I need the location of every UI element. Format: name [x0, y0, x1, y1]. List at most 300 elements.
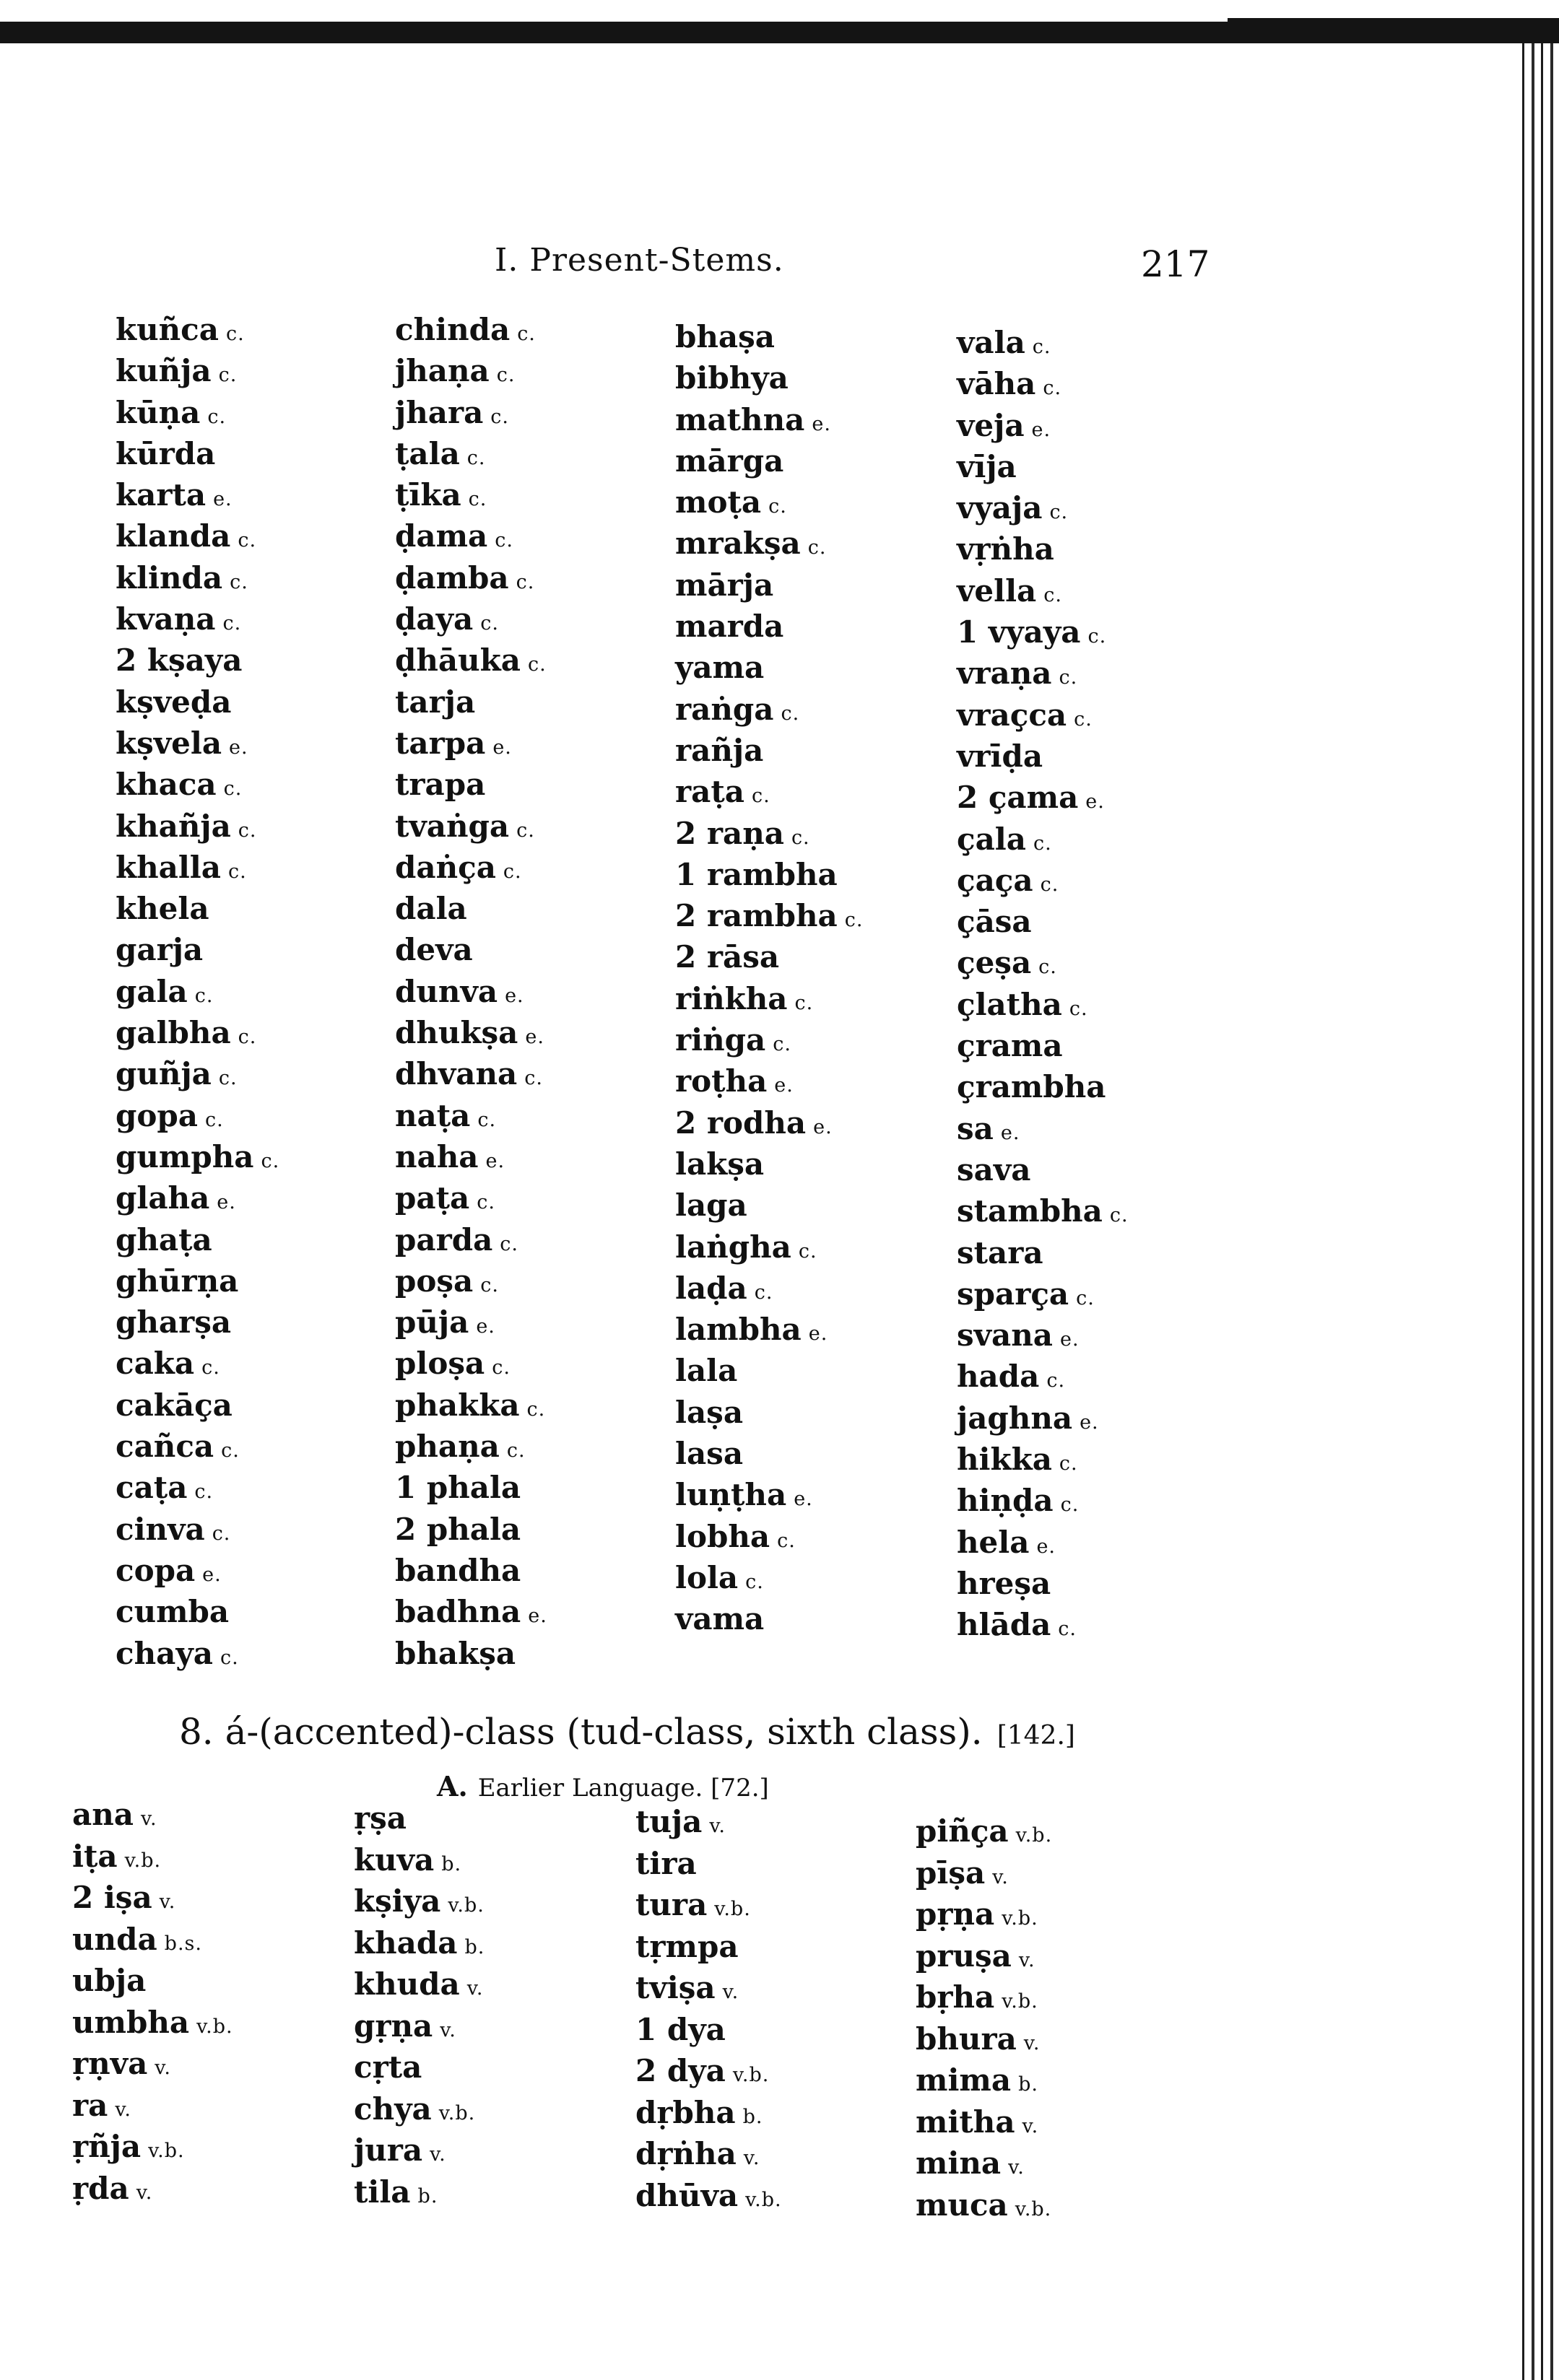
- word-entry: [675, 1309, 863, 1350]
- entry-source-mark: c.: [751, 785, 770, 808]
- entry-word: khela: [116, 891, 209, 927]
- entry-source-mark: e.: [202, 1563, 222, 1586]
- entry-word: dṛṅha: [635, 2136, 737, 2171]
- entry-word: khuda: [354, 1966, 460, 2002]
- word-entry: [957, 1604, 1129, 1645]
- entry-word: vraçca: [957, 697, 1067, 733]
- entry-source-mark: c.: [225, 323, 245, 345]
- entry-word: dṛbha: [635, 2094, 736, 2130]
- entry-source-mark: c.: [777, 1529, 796, 1552]
- entry-source-mark: c.: [773, 1033, 791, 1056]
- entry-word: roṭha: [675, 1063, 768, 1099]
- word-entry: [957, 363, 1129, 404]
- word-entry: [957, 1108, 1129, 1149]
- entry-word: ṭīka: [395, 477, 461, 513]
- entry-word: ḍaya: [395, 601, 474, 637]
- entry-source-mark: v.: [155, 2057, 171, 2079]
- word-entry: [395, 433, 547, 474]
- word-entry: [957, 901, 1129, 942]
- entry-word: laṣa: [675, 1394, 744, 1430]
- entry-word: tarpa: [395, 725, 486, 761]
- word-entry: [395, 598, 547, 640]
- entry-word: vīja: [957, 448, 1017, 484]
- entry-word: caṭa: [116, 1470, 188, 1506]
- word-entry: [957, 1439, 1129, 1480]
- entry-source-mark: c.: [506, 1439, 526, 1463]
- word-entry: [957, 1066, 1129, 1107]
- entry-word: bhura: [916, 2021, 1017, 2057]
- entry-source-mark: v.b.: [148, 2140, 185, 2162]
- entry-source-mark: c.: [204, 1108, 224, 1131]
- scan-edge-top-corner: [1228, 18, 1559, 29]
- entry-word: iṭa: [72, 1838, 118, 1874]
- entry-word: moṭa: [675, 484, 762, 520]
- word-entry: [635, 1843, 782, 1885]
- word-entry: [116, 350, 279, 391]
- word-entry: [957, 694, 1129, 736]
- word-entry: [675, 813, 863, 854]
- entry-source-mark: v.b.: [1015, 2197, 1052, 2220]
- entry-source-mark: c.: [468, 488, 487, 511]
- entry-word: naṭa: [395, 1097, 471, 1133]
- word-entry: [72, 1877, 233, 1919]
- entry-word: kūṇa: [116, 394, 201, 430]
- entry-source-mark: c.: [492, 1356, 511, 1379]
- entry-source-mark: c.: [1060, 1494, 1080, 1517]
- entry-source-mark: b.s.: [164, 1932, 202, 1955]
- entry-word: vṛṅha: [957, 531, 1054, 567]
- entry-word: tura: [635, 1887, 708, 1922]
- entry-word: khaca: [116, 767, 217, 803]
- entry-word: vella: [957, 572, 1037, 609]
- word-entry: [675, 1226, 863, 1268]
- word-entry: [675, 606, 863, 647]
- word-entry: [675, 1019, 863, 1060]
- entry-source-mark: v.: [709, 1815, 726, 1837]
- entry-source-mark: v.: [466, 1977, 484, 2000]
- entry-source-mark: c.: [1040, 873, 1059, 896]
- entry-word: gṛṇa: [354, 2008, 433, 2044]
- entry-word: bhaṣa: [675, 319, 775, 354]
- entry-word: poṣa: [395, 1263, 474, 1299]
- entry-source-mark: e.: [213, 488, 233, 511]
- entry-word: ghūrṇa: [116, 1263, 239, 1299]
- word-entry: [675, 936, 863, 977]
- bottom-column-2: [354, 1797, 485, 2213]
- entry-word: pruṣa: [916, 1937, 1012, 1974]
- entry-source-mark: c.: [238, 819, 257, 842]
- entry-word: tvaṅga: [395, 808, 510, 844]
- entry-source-mark: c.: [1046, 1369, 1066, 1392]
- word-entry: [354, 1963, 485, 2005]
- word-entry: [916, 1935, 1052, 1977]
- word-entry: [395, 888, 547, 929]
- word-entry: [957, 1563, 1129, 1604]
- entry-word: pṛṇa: [916, 1896, 995, 1932]
- word-entry: [916, 1852, 1052, 1894]
- word-entry: [675, 1185, 863, 1226]
- entry-word: muca: [916, 2187, 1008, 2223]
- page-number: 217: [1141, 243, 1210, 285]
- entry-word: galbha: [116, 1015, 231, 1051]
- entry-word: mina: [916, 2145, 1002, 2181]
- entry-word: khada: [354, 1925, 458, 1961]
- entry-word: kṣvela: [116, 725, 222, 761]
- entry-word: ṛda: [72, 2170, 129, 2206]
- word-entry: [116, 1219, 279, 1260]
- entry-word: 2 iṣa: [72, 1880, 152, 1915]
- entry-source-mark: e.: [774, 1074, 794, 1097]
- scan-binding-shadow: [1516, 43, 1559, 2380]
- entry-source-mark: v.b.: [745, 2188, 782, 2211]
- word-entry: [675, 1102, 863, 1143]
- word-entry: [72, 1960, 233, 2002]
- entry-word: phaṇa: [395, 1429, 500, 1465]
- entry-source-mark: c.: [745, 1570, 764, 1593]
- entry-word: klinda: [116, 559, 223, 596]
- entry-source-mark: e.: [1000, 1121, 1020, 1144]
- word-entry: [635, 1801, 782, 1843]
- word-entry: [957, 446, 1129, 487]
- entry-word: laṅgha: [675, 1229, 791, 1265]
- word-entry: [116, 1467, 279, 1508]
- word-entry: [675, 1598, 863, 1639]
- word-entry: [675, 565, 863, 606]
- word-entry: [72, 1794, 233, 1836]
- entry-word: vāha: [957, 366, 1036, 402]
- entry-word: kṣiya: [354, 1883, 441, 1919]
- entry-source-mark: v.b.: [124, 1849, 162, 1872]
- entry-word: 2 rāsa: [675, 939, 780, 975]
- word-entry: [957, 1398, 1129, 1439]
- entry-source-mark: c.: [781, 702, 800, 725]
- word-entry: [957, 1025, 1129, 1066]
- entry-source-mark: e.: [808, 1322, 828, 1346]
- entry-word: çrama: [957, 1028, 1063, 1064]
- entry-word: veja: [957, 407, 1025, 443]
- entry-word: naha: [395, 1138, 479, 1174]
- word-entry: [957, 1190, 1129, 1232]
- entry-source-mark: c.: [207, 405, 227, 428]
- word-entry: [675, 689, 863, 730]
- word-entry: [675, 978, 863, 1019]
- word-entry: [675, 357, 863, 398]
- entry-source-mark: c.: [503, 860, 522, 883]
- word-entry: [675, 1143, 863, 1185]
- word-entry: [116, 723, 279, 764]
- entry-source-mark: v.: [1008, 2156, 1025, 2179]
- entry-word: dala: [395, 891, 467, 927]
- entry-word: garja: [116, 932, 204, 968]
- entry-word: unda: [72, 1921, 157, 1957]
- entry-source-mark: c.: [516, 570, 535, 593]
- word-entry: [957, 611, 1129, 653]
- word-entry: [635, 1967, 782, 2009]
- running-title: I. Present-Stems.: [495, 242, 784, 279]
- entry-word: dunva: [395, 973, 498, 1009]
- entry-word: rañja: [675, 732, 764, 768]
- word-entry: [354, 2046, 485, 2088]
- word-entry: [675, 1350, 863, 1391]
- entry-source-mark: v.: [743, 2147, 760, 2169]
- entry-source-mark: v.b.: [1002, 1907, 1038, 1930]
- word-entry: [957, 736, 1129, 777]
- word-entry: [116, 1260, 279, 1302]
- entry-word: mrakṣa: [675, 526, 801, 562]
- word-entry: [635, 1884, 782, 1926]
- word-entry: [395, 640, 547, 681]
- entry-source-mark: e.: [485, 1149, 505, 1172]
- subsection-text: Earlier Language. [72.]: [477, 1774, 769, 1803]
- entry-word: ghaṭa: [116, 1221, 212, 1257]
- entry-source-mark: c.: [495, 529, 513, 552]
- entry-word: tṛmpa: [635, 1928, 739, 1964]
- entry-word: 1 phala: [395, 1470, 521, 1506]
- word-entry: [957, 1480, 1129, 1521]
- word-entry: [957, 570, 1129, 611]
- entry-word: stambha: [957, 1193, 1103, 1229]
- entry-word: deva: [395, 932, 473, 968]
- word-entry: [957, 777, 1129, 818]
- section-title: 8. á-(accented)-class (tud-class, sixth class).: [179, 1711, 983, 1753]
- entry-word: vala: [957, 325, 1025, 360]
- word-entry: [395, 474, 547, 515]
- word-entry: [916, 2184, 1052, 2226]
- word-entry: [395, 929, 547, 970]
- subsection-letter: A.: [437, 1770, 468, 1803]
- bottom-column-1: [72, 1794, 233, 2209]
- entry-word: tviṣa: [635, 1970, 716, 2005]
- entry-word: ana: [72, 1797, 134, 1832]
- entry-source-mark: c.: [1032, 336, 1051, 358]
- word-entry: [916, 2018, 1052, 2060]
- entry-source-mark: v.: [1022, 2114, 1039, 2137]
- entry-word: luṇṭha: [675, 1477, 787, 1513]
- entry-word: jaghna: [957, 1400, 1073, 1436]
- entry-word: khalla: [116, 849, 221, 885]
- entry-word: chya: [354, 2091, 432, 2127]
- word-entry: [916, 1810, 1052, 1852]
- entry-source-mark: c.: [768, 495, 787, 518]
- entry-word: tarja: [395, 684, 476, 720]
- entry-source-mark: c.: [480, 612, 499, 635]
- word-entry: [675, 481, 863, 523]
- entry-source-mark: c.: [238, 1026, 257, 1049]
- entry-source-mark: c.: [496, 364, 516, 387]
- entry-source-mark: v.: [115, 2098, 131, 2121]
- word-entry: [957, 1149, 1129, 1190]
- entry-word: cinva: [116, 1511, 205, 1547]
- word-entry: [395, 1550, 547, 1591]
- entry-source-mark: c.: [791, 826, 810, 849]
- entry-word: parda: [395, 1221, 493, 1257]
- entry-word: bibhya: [675, 360, 789, 396]
- entry-word: vyaja: [957, 490, 1043, 526]
- word-entry: [116, 929, 279, 970]
- word-entry: [72, 1836, 233, 1878]
- entry-source-mark: c.: [477, 1191, 495, 1214]
- entry-source-mark: c.: [1059, 666, 1078, 689]
- word-entry: [116, 515, 279, 557]
- entry-word: kuñja: [116, 353, 212, 389]
- top-column-2: [395, 309, 547, 1674]
- entry-source-mark: c.: [238, 529, 257, 552]
- entry-word: mathna: [675, 401, 805, 437]
- entry-word: laḍa: [675, 1270, 747, 1306]
- entry-source-mark: c.: [261, 1149, 280, 1172]
- word-entry: [395, 1260, 547, 1302]
- entry-source-mark: b.: [441, 1852, 462, 1875]
- word-entry: [116, 1591, 279, 1632]
- section-heading: [179, 1711, 1075, 1753]
- word-entry: [354, 1797, 485, 1839]
- top-column-4: [957, 322, 1129, 1646]
- entry-word: sava: [957, 1151, 1031, 1187]
- entry-word: dhukṣa: [395, 1015, 518, 1051]
- entry-source-mark: v.: [430, 2143, 446, 2166]
- entry-source-mark: v.b.: [196, 2015, 233, 2038]
- word-entry: [395, 1177, 547, 1219]
- entry-word: gala: [116, 973, 188, 1009]
- word-entry: [395, 1012, 547, 1053]
- word-entry: [72, 2168, 233, 2210]
- word-entry: [116, 1095, 279, 1136]
- word-entry: [116, 1177, 279, 1219]
- entry-source-mark: c.: [1043, 583, 1062, 606]
- word-entry: [675, 440, 863, 481]
- entry-word: riṅga: [675, 1022, 766, 1058]
- word-entry: [675, 399, 863, 440]
- entry-source-mark: c.: [1069, 997, 1088, 1020]
- entry-word: jhara: [395, 394, 484, 430]
- entry-word: bhakṣa: [395, 1635, 516, 1671]
- word-entry: [116, 1550, 279, 1591]
- word-entry: [116, 1012, 279, 1053]
- entry-source-mark: b.: [464, 1935, 485, 1958]
- word-entry: [916, 2101, 1052, 2143]
- word-entry: [395, 350, 547, 391]
- word-entry: [116, 1136, 279, 1177]
- word-entry: [675, 854, 863, 895]
- entry-word: çlatha: [957, 986, 1062, 1022]
- entry-word: pīṣa: [916, 1854, 986, 1891]
- entry-source-mark: b.: [417, 2184, 438, 2207]
- entry-source-mark: c.: [1049, 501, 1069, 524]
- entry-source-mark: v.: [722, 1981, 739, 2003]
- entry-word: jhaṇa: [395, 353, 490, 389]
- entry-source-mark: c.: [517, 323, 536, 345]
- entry-word: bṛha: [916, 1979, 995, 2015]
- entry-word: gopa: [116, 1097, 198, 1133]
- word-entry: [354, 2005, 485, 2047]
- entry-word: hikka: [957, 1442, 1052, 1478]
- top-column-3: [675, 316, 863, 1640]
- word-entry: [395, 1095, 547, 1136]
- word-entry: [957, 653, 1129, 694]
- entry-source-mark: c.: [194, 984, 214, 1007]
- word-entry: [116, 1426, 279, 1467]
- entry-word: 2 kṣaya: [116, 642, 243, 679]
- word-entry: [675, 316, 863, 357]
- entry-source-mark: e.: [492, 736, 512, 759]
- word-entry: [116, 557, 279, 598]
- word-entry: [116, 598, 279, 640]
- subsection-heading: [437, 1770, 769, 1803]
- entry-word: 2 phala: [395, 1511, 521, 1547]
- word-entry: [916, 2059, 1052, 2101]
- entry-source-mark: e.: [217, 1191, 236, 1214]
- entry-word: mārja: [675, 567, 774, 603]
- entry-word: daṅça: [395, 849, 496, 885]
- entry-word: ṭala: [395, 435, 460, 471]
- entry-word: 2 rambha: [675, 898, 838, 934]
- entry-word: çala: [957, 821, 1026, 857]
- entry-word: yama: [675, 650, 765, 686]
- entry-word: mima: [916, 2062, 1012, 2098]
- entry-source-mark: c.: [1038, 956, 1057, 979]
- word-entry: [395, 1053, 547, 1094]
- entry-source-mark: c.: [1059, 1452, 1078, 1475]
- word-entry: [116, 1302, 279, 1343]
- entry-word: ṛṣa: [354, 1800, 407, 1836]
- word-entry: [116, 1509, 279, 1550]
- word-entry: [675, 730, 863, 771]
- word-entry: [957, 528, 1129, 570]
- word-entry: [116, 764, 279, 805]
- word-entry: [916, 2143, 1052, 2184]
- entry-word: mārga: [675, 443, 784, 479]
- entry-source-mark: c.: [480, 1273, 499, 1296]
- entry-word: çeṣa: [957, 945, 1032, 981]
- entry-source-mark: c.: [516, 819, 535, 842]
- entry-source-mark: c.: [466, 446, 486, 469]
- entry-word: ḍamba: [395, 559, 509, 596]
- word-entry: [116, 433, 279, 474]
- entry-word: kvaṇa: [116, 601, 216, 637]
- entry-word: cumba: [116, 1594, 230, 1630]
- entry-word: hada: [957, 1359, 1040, 1395]
- entry-word: ṛṇva: [72, 2046, 148, 2081]
- word-entry: [354, 1922, 485, 1964]
- word-entry: [395, 1219, 547, 1260]
- entry-source-mark: v.b.: [1002, 1990, 1038, 2013]
- word-entry: [354, 2171, 485, 2213]
- word-entry: [957, 1232, 1129, 1273]
- entry-word: 2 çama: [957, 780, 1079, 816]
- word-entry: [957, 1522, 1129, 1563]
- entry-word: ploṣa: [395, 1346, 485, 1382]
- word-entry: [395, 1302, 547, 1343]
- entry-source-mark: e.: [1031, 418, 1051, 441]
- entry-source-mark: c.: [227, 860, 247, 883]
- word-entry: [395, 847, 547, 888]
- entry-source-mark: c.: [220, 1646, 239, 1669]
- word-entry: [675, 1268, 863, 1309]
- word-entry: [635, 1926, 782, 1968]
- entry-source-mark: e.: [1060, 1328, 1080, 1351]
- entry-word: raṭa: [675, 774, 744, 810]
- entry-source-mark: v.b.: [448, 1894, 485, 1917]
- entry-word: guñja: [116, 1056, 212, 1092]
- word-entry: [675, 647, 863, 688]
- word-entry: [635, 2092, 782, 2134]
- entry-word: 2 raṇa: [675, 815, 784, 851]
- word-entry: [675, 895, 863, 936]
- entry-word: tira: [635, 1845, 697, 1881]
- entry-word: çaça: [957, 862, 1033, 898]
- entry-source-mark: c.: [218, 1067, 238, 1090]
- word-entry: [116, 640, 279, 681]
